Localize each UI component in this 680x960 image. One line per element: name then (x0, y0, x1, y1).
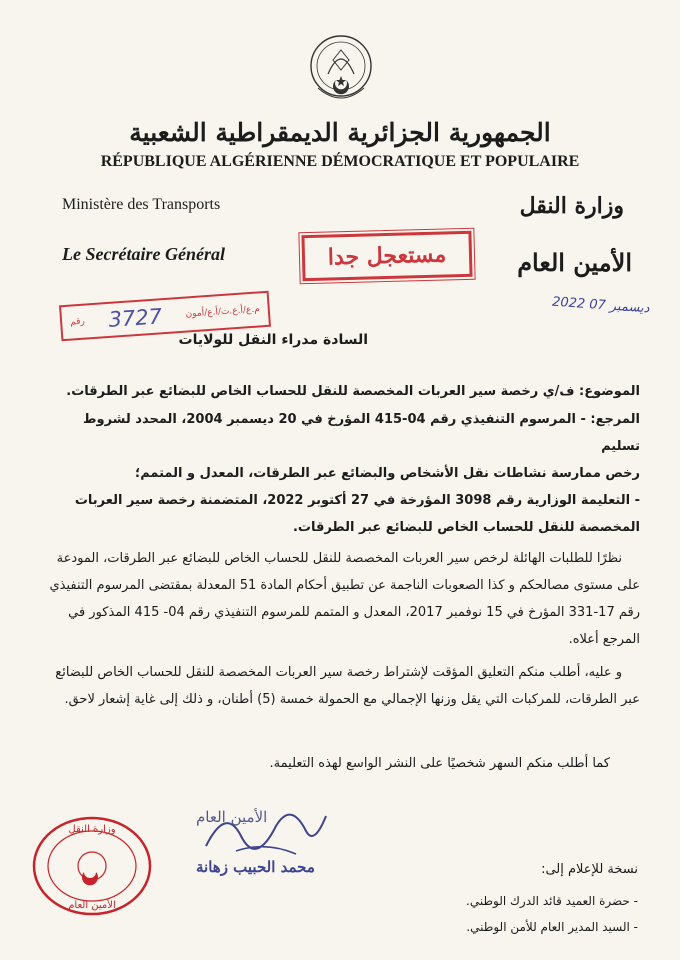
copy-to-heading: نسخة للإعلام إلى: (541, 862, 638, 877)
list-item: - حضرة العميد قائد الدرك الوطني. (466, 894, 638, 908)
subject-line: الموضوع: ف/ي رخصة سير العربات المخصصة للنقل للحساب الخاص للبضائع عبر الطرقات. (66, 384, 640, 399)
ministry-name-french: Ministère des Transports (62, 196, 221, 213)
body-paragraph-1: نظرًا للطلبات الهائلة لرخص سير العربات المخصصة للنقل للحساب الخاص للبضائع عبر الطرقات، المودعة على مستوى مصالحكم و كذا الصعوبات الناجمة عن تطبيق أحكام المادة 51 المعدلة بمقتضى المرسوم التنفيذي رقم 17-331 المؤرخ في 15 نوفمبر 2017، المعدل و المتمم للمرسوم التنفيذي رقم 04- 415 المذكور في المرجع أعلاه. (49, 551, 640, 647)
references-block (40, 406, 640, 541)
body-paragraph-3: كما أطلب منكم السهر شخصيًا على النشر الواسع لهذه التعليمة. (269, 756, 610, 771)
algeria-emblem-icon (306, 30, 376, 110)
reference-suffix: م.ع/أ.ع.ت/أ.ع/أمون (185, 304, 261, 320)
signatory-title: الأمين العام (196, 808, 268, 826)
round-stamp-top-text: وزارة النقل (68, 824, 116, 835)
document-date: 2022 07 ديسمبر (551, 294, 650, 317)
signatory-name: محمد الحبيب زهانة (196, 858, 315, 876)
secretary-general-french: Le Secrétaire Général (62, 244, 225, 264)
republic-title-arabic: الجمهورية الجزائرية الديمقراطية الشعبية (129, 118, 551, 147)
ministry-name-arabic: وزارة النقل (519, 193, 624, 219)
reference-label: رقم (69, 316, 86, 328)
reference-number: 3727 (107, 304, 163, 332)
secretary-general-arabic: الأمين العام (517, 248, 632, 277)
republic-title-french: RÉPUBLIQUE ALGÉRIENNE DÉMOCRATIQUE ET POPULAIRE (100, 153, 580, 170)
body-paragraph-2: و عليه، أطلب منكم التعليق المؤقت لإشتراط رخصة سير العربات المخصصة للنقل للحساب الخاص للبضائع عبر الطرقات، للمركبات التي يقل وزنها الإجمالي مع الحمولة خمسة (5) أطنان، و ذلك إلى غاية إشعار لاحق. (55, 665, 640, 707)
copy-to-list (466, 888, 638, 940)
reference-line: رخص ممارسة نشاطات نقل الأشخاص والبضائع عبر الطرقات، المعدل و المتمم؛ (135, 466, 640, 481)
reference-line: المخصصة للنقل للحساب الخاص للبضائع عبر الطرقات. (292, 520, 640, 535)
reference-line: المرجع: - المرسوم التنفيذي رقم 04-415 المؤرخ في 20 ديسمبر 2004، المحدد لشروط تسليم (82, 412, 640, 454)
list-item: - السيد المدير العام للأمن الوطني. (466, 920, 638, 934)
ministry-round-stamp-icon (26, 812, 158, 920)
handwritten-signature-icon (196, 796, 336, 866)
round-stamp-bottom-text: الأمين العام (68, 900, 116, 911)
urgent-stamp: مستعجل جدا (301, 231, 472, 281)
addressee: السادة مدراء النقل للولايات (178, 332, 368, 348)
reference-line: - التعليمة الوزارية رقم 3098 المؤرخة في 27 أكتوبر 2022، المتضمنة رخصة سير العربات (74, 493, 640, 508)
